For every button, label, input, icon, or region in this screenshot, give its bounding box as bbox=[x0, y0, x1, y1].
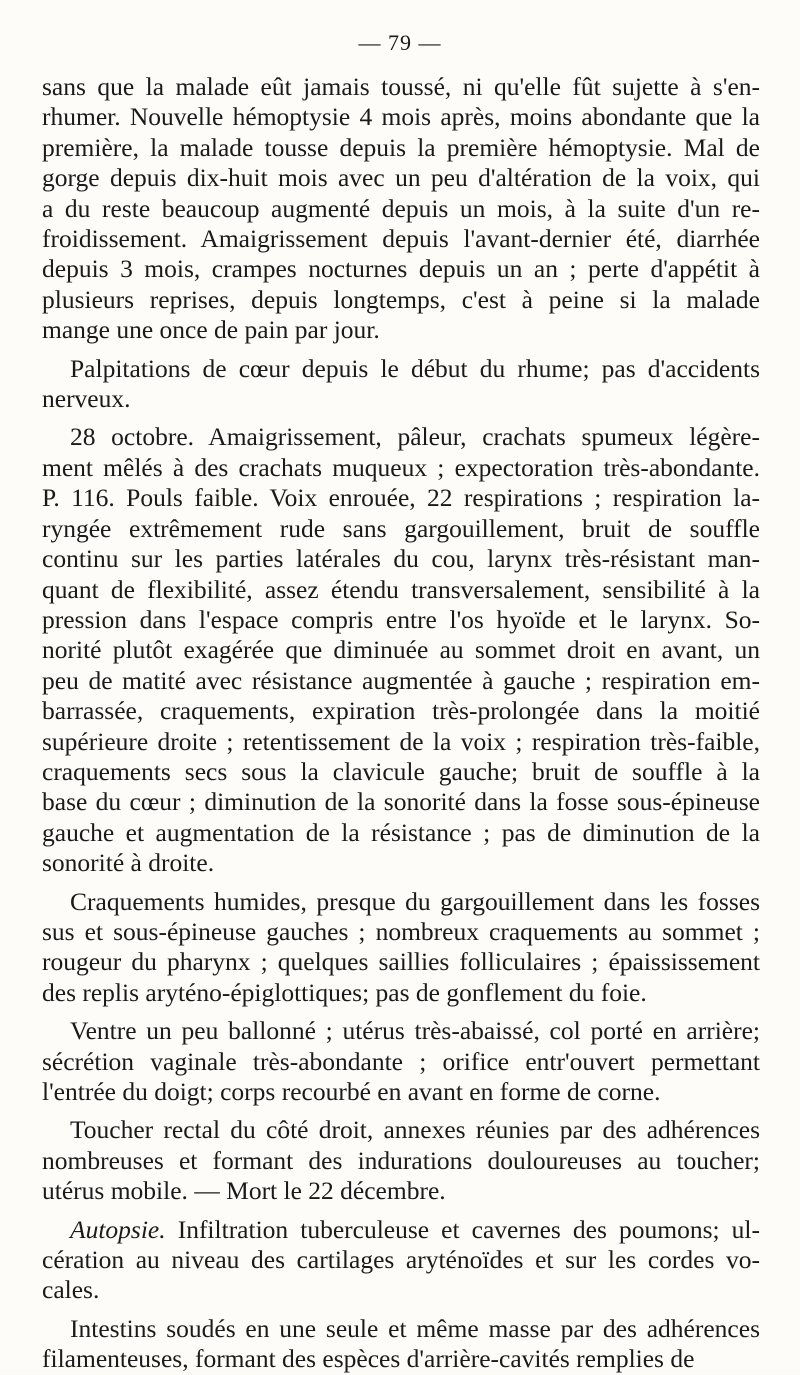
text-line: base du cœur ; diminution de la sonorité dans la fosse sous-épineuse bbox=[42, 787, 760, 817]
paragraph bbox=[42, 1115, 760, 1206]
text-line: rougeur du pharynx ; quelques saillies folliculaires ; épaississement bbox=[42, 947, 760, 977]
body-text bbox=[42, 72, 760, 1375]
text-line: plusieurs reprises, depuis longtemps, c'est à peine si la malade bbox=[42, 284, 760, 314]
paragraph bbox=[42, 422, 760, 878]
text-line: 28 octobre. Amaigrissement, pâleur, crachats spumeux légère- bbox=[70, 422, 760, 452]
text-line: l'entrée du doigt; corps recourbé en avant en forme de corne. bbox=[42, 1077, 661, 1106]
text-line: rhumer. Nouvelle hémoptysie 4 mois après, moins abondante que la bbox=[42, 102, 760, 132]
text-line: supérieure droite ; retentissement de la voix ; respiration très-faible, bbox=[42, 726, 760, 756]
text-line: pression dans l'espace compris entre l'os hyoïde et le larynx. So- bbox=[42, 604, 760, 634]
text-line: Craquements humides, presque du gargouillement dans les fosses bbox=[70, 886, 760, 916]
text-line: sus et sous-épineuse gauches ; nombreux craquements au sommet ; bbox=[42, 916, 760, 946]
text-line: filamenteuses, formant des espèces d'arrière-cavités remplies de bbox=[42, 1344, 695, 1374]
text-line: norité plutôt exagérée que diminuée au sommet droit en avant, un bbox=[42, 635, 760, 665]
text-line: gorge depuis dix-huit mois avec un peu d'altération de la voix, qui bbox=[42, 163, 760, 193]
text-line: quant de flexibilité, assez étendu transversalement, sensibilité à la bbox=[42, 574, 760, 604]
text-line: utérus mobile. — Mort le 22 décembre. bbox=[42, 1176, 446, 1206]
text-line: Palpitations de cœur depuis le début du rhume; pas d'accidents bbox=[70, 353, 760, 383]
text-line: continu sur les parties latérales du cou, larynx très-résistant man- bbox=[42, 544, 760, 574]
text-line: nerveux. bbox=[42, 384, 131, 414]
text-line: depuis 3 mois, crampes nocturnes depuis un an ; perte d'appétit à bbox=[42, 254, 760, 284]
text-line: Toucher rectal du côté droit, annexes réunies par des adhérences bbox=[70, 1115, 760, 1145]
text-line: sécrétion vaginale très-abondante ; orifice entr'ouvert permettant bbox=[42, 1046, 760, 1076]
paragraph bbox=[42, 1016, 760, 1107]
text-line: a du reste beaucoup augmenté depuis un mois, à la suite d'un re- bbox=[42, 193, 760, 223]
paragraph bbox=[42, 1314, 760, 1375]
text-line: Intestins soudés en une seule et même masse par des adhérences bbox=[70, 1313, 760, 1343]
text-line: ryngée extrêmement rude sans gargouillement, bruit de souffle bbox=[42, 513, 760, 543]
text-line: cération au niveau des cartilages aryténoïdes et sur les cordes vo- bbox=[42, 1245, 760, 1275]
text-line: Ventre un peu ballonné ; utérus très-abaissé, col porté en arrière; bbox=[70, 1016, 760, 1046]
paragraph bbox=[42, 1215, 760, 1306]
paragraph bbox=[42, 72, 760, 346]
text-line: mange une once de pain par jour. bbox=[42, 315, 380, 345]
text-line: première, la malade tousse depuis la première hémoptysie. Mal de bbox=[42, 132, 760, 162]
text-line: craquements secs sous la clavicule gauche; bruit de souffle à la bbox=[42, 756, 760, 786]
text-line: cales. bbox=[42, 1275, 100, 1305]
text-line: des replis aryténo-épiglottiques; pas de gonflement du foie. bbox=[42, 977, 647, 1007]
section-lead: Autopsie. bbox=[70, 1214, 166, 1244]
text-line: sans que la malade eût jamais toussé, ni qu'elle fût sujette à s'en- bbox=[42, 72, 760, 101]
paragraph bbox=[42, 354, 760, 415]
text-line: froidissement. Amaigrissement depuis l'avant-dernier été, diarrhée bbox=[42, 224, 760, 254]
text-line: barrassée, craquements, expiration très-prolongée dans la moitié bbox=[42, 696, 760, 726]
page-number: — 79 — bbox=[358, 30, 442, 55]
text-line: ment mêlés à des crachats muqueux ; expectoration très-abondante. bbox=[42, 452, 760, 482]
text-line: P. 116. Pouls faible. Voix enrouée, 22 respirations ; respiration la- bbox=[42, 483, 760, 513]
text-line: sonorité à droite. bbox=[42, 848, 215, 878]
text-line: Autopsie. Infiltration tuberculeuse et cavernes des poumons; ul- bbox=[70, 1214, 760, 1244]
paragraph bbox=[42, 887, 760, 1009]
text-line: nombreuses et formant des indurations douloureuses au toucher; bbox=[42, 1145, 760, 1175]
text-line: peu de matité avec résistance augmentée à gauche ; respiration em- bbox=[42, 665, 760, 695]
text-line: gauche et augmentation de la résistance ; pas de diminution de la bbox=[42, 817, 760, 847]
